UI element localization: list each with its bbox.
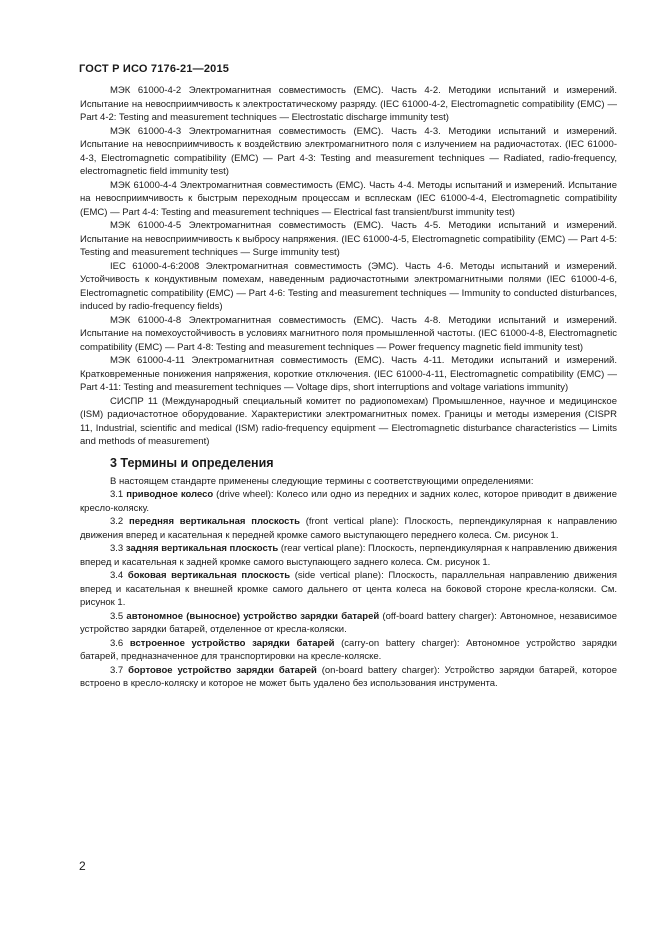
- term-number: 3.7: [110, 664, 124, 676]
- term-name: боковая вертикальная плоскость: [127, 570, 291, 581]
- page-content: [80, 84, 617, 691]
- term-number: 3.4: [110, 570, 124, 581]
- term-definition: (carry-on battery charger): Автономное устройство зарядки батарей, предназначенное для транспортировки на кресле-коляске.: [80, 637, 617, 662]
- term-name: приводное колесо: [126, 489, 214, 500]
- reference-iec-61000-4-8: МЭК 61000-4-8 Электромагнитная совместимость (ЕМС). Часть 4-8. Методики испытаний и измерений. Испытание на помехоустойчивость в условиях магнитного поля промышленной частоты. (IEC 61000-4-8, Electromagnetic compatibility (EMC) — Part 4-8: Testing and measurement techniques — Power frequency magnetic field immunity test): [80, 314, 617, 353]
- term-name: бортовое устройство зарядки батарей: [128, 664, 317, 676]
- reference-cispr-11: СИСПР 11 (Международный специальный комитет по радиопомехам) Промышленное, научное и медицинское (ISM) радиочастотное оборудование. Характеристики электромагнитных помех. Границы и методы измерения (CISPR 11, Industrial, scientific and medical (ISM) radio-frequency equipment — Electromagnetic disturbance characteristics — Limits and methods of measurement): [80, 395, 617, 447]
- reference-iec-61000-4-5: МЭК 61000-4-5 Электромагнитная совместимость (ЕМС). Часть 4-5. Методики испытаний и измерений. Испытание на невосприимчивость к выбросу напряжения. (IEC 61000-4-5, Electromagnetic compatibility (EMC) — Part 4-5: Testing and measurement techniques — Surge immunity test): [80, 220, 617, 258]
- term-number: 3.5: [110, 610, 124, 622]
- term-3-7: [80, 664, 617, 691]
- reference-iec-61000-4-2: МЭК 61000-4-2 Электромагнитная совместимость (ЕМС). Часть 4-2. Методики испытаний и измерений. Испытание на невосприимчивость к электростатическому разряду. (IEC 61000-4-2, Electromagnetic compatibility (EMC) — Part 4-2: Testing and measurement techniques — Electrostatic discharge immunity test): [80, 85, 617, 123]
- term-definition: (drive wheel): Колесо или одно из передних и задних колес, которое приводит в движение кресло-коляску.: [80, 489, 618, 514]
- term-definition: (side vertical plane): Плоскость, параллельная направлению движения вперед и касательная к внешней кромке самого дальнего от цента колеса на боковой стороне кресла-коляски. См. рисунок 1.: [80, 570, 618, 608]
- term-name: передняя вертикальная плоскость: [129, 516, 300, 527]
- reference-iec-61000-4-3: МЭК 61000-4-3 Электромагнитная совместимость (ЕМС). Часть 4-3. Методики испытаний и измерений. Испытание на невосприимчивость к воздействию электромагнитного поля с излучением на радиочастотах. (IEC 61000-4-3, Electromagnetic compatibility (EMC) — Part 4-3: Testing and measurement techniques — Radiated, radio-frequency, electromagnetic field immunity test): [80, 125, 617, 177]
- term-3-3: [80, 542, 617, 569]
- term-definition: (front vertical plane): Плоскость, перпендикулярная к направлению движения вперед и касательная к передней кромке самого выступающего переднего колеса. См. рисунок 1.: [80, 516, 618, 541]
- section-intro: В настоящем стандарте применены следующие термины с соответствующими определениями:: [110, 475, 534, 487]
- term-number: 3.2: [110, 516, 124, 527]
- term-name: встроенное устройство зарядки батарей: [129, 637, 335, 649]
- page-number: 2: [79, 859, 86, 873]
- term-3-4: [80, 569, 617, 610]
- term-definition: (on-board battery charger): Устройство зарядки батарей, которое встроено в кресло-коляску и которое не может быть удалено без использования инструмента.: [80, 664, 617, 689]
- term-3-1: [80, 488, 617, 515]
- reference-iec-61000-4-6: IEC 61000-4-6:2008 Электромагнитная совместимость (ЭМС). Часть 4-6. Методы испытаний и измерений. Устойчивость к кондуктивным помехам, наведенным радиочастотными электромагнитными полями (IEC 61000-4-6, Electromagnetic compatibility (EMC) — Part 4-6: Testing and measurement techniques — Immunity to conducted disturbances, induced by radio-frequency fields): [80, 260, 617, 312]
- term-definition: (rear vertical plane): Плоскость, перпендикулярная к направлению движения вперед и касательная к задней кромке самого выступающего заднего колеса. См. рисунок 1.: [80, 543, 618, 568]
- term-number: 3.3: [110, 543, 124, 554]
- term-number: 3.1: [110, 489, 124, 500]
- reference-iec-61000-4-4: МЭК 61000-4-4 Электромагнитная совместимость (ЕМС). Часть 4-4. Методы испытаний и измерений. Испытание на невосприимчивость к быстрым переходным процессам и всплескам (IEC 61000-4-4, Electromagnetic compatibility (EMC) — Part 4-4: Testing and measurement techniques — Electrical fast transient/burst immunity test): [80, 179, 617, 218]
- term-name: автономное (выносное) устройство зарядки батарей: [126, 610, 380, 622]
- reference-iec-61000-4-11: МЭК 61000-4-11 Электромагнитная совместимость (ЕМС). Часть 4-11. Методики испытаний и измерений. Кратковременные понижения напряжения, короткие отключения. (IEC 61000-4-11, Electromagnetic compatibility (EMC) — Part 4-11: Testing and measurement techniques — Voltage dips, short interruptions and voltage variations immunity): [80, 355, 617, 393]
- document-header: ГОСТ Р ИСО 7176-21—2015: [79, 63, 230, 75]
- term-number: 3.6: [110, 637, 124, 649]
- section-heading: 3 Термины и определения: [110, 455, 274, 470]
- term-name: задняя вертикальная плоскость: [125, 543, 279, 554]
- term-3-5: [80, 610, 617, 637]
- term-3-2: [80, 515, 617, 542]
- term-3-6: [80, 637, 617, 664]
- term-definition: (off-board battery charger): Автономное, независимое устройство зарядки батарей, отделенное от кресла-коляски.: [80, 610, 617, 635]
